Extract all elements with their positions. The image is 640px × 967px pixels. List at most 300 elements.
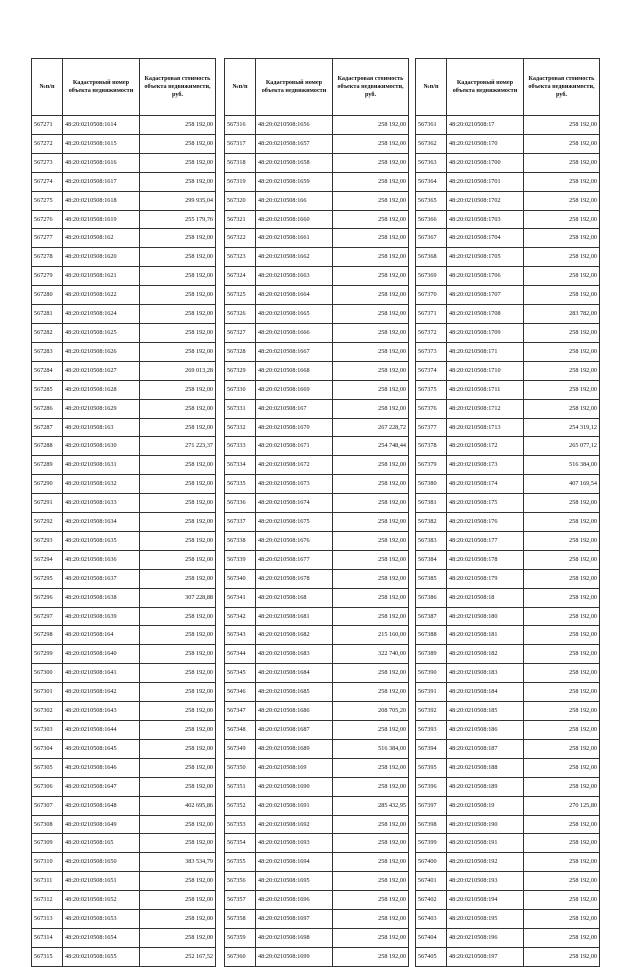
row-number-cell: 567296 <box>32 588 63 607</box>
kadastr-value-cell: 258 192,00 <box>140 664 216 683</box>
kadastr-number-cell: 48:20:0210508:1616 <box>63 153 140 172</box>
row-number-cell: 567341 <box>225 588 256 607</box>
table-row <box>225 626 409 645</box>
kadastr-number-cell: 48:20:0210508:1633 <box>63 494 140 513</box>
kadastr-number-cell: 48:20:0210508:164 <box>63 626 140 645</box>
row-number-cell: 567315 <box>32 947 63 966</box>
kadastr-value-cell: 254 748,44 <box>333 437 409 456</box>
kadastr-value-cell: 258 192,00 <box>333 815 409 834</box>
table-row <box>416 342 600 361</box>
kadastr-number-cell: 48:20:0210508:1690 <box>256 777 333 796</box>
kadastr-value-cell: 271 223,37 <box>140 437 216 456</box>
row-number-cell: 567354 <box>225 834 256 853</box>
table-row <box>416 399 600 418</box>
table-row <box>416 626 600 645</box>
cadastral-table-2 <box>224 58 409 967</box>
row-number-cell: 567377 <box>416 418 447 437</box>
kadastr-value-cell: 258 192,00 <box>333 494 409 513</box>
table-row <box>32 399 216 418</box>
table-row <box>225 758 409 777</box>
row-number-cell: 567368 <box>416 248 447 267</box>
kadastr-value-cell: 258 192,00 <box>333 853 409 872</box>
kadastr-value-cell: 258 192,00 <box>333 683 409 702</box>
kadastr-number-cell: 48:20:0210508:1634 <box>63 513 140 532</box>
kadastr-value-cell: 258 192,00 <box>333 531 409 550</box>
kadastr-value-cell: 299 935,04 <box>140 191 216 210</box>
kadastr-number-cell: 48:20:0210508:184 <box>447 683 524 702</box>
row-number-cell: 567273 <box>32 153 63 172</box>
table-body <box>32 116 216 967</box>
table-row <box>225 248 409 267</box>
kadastr-value-cell: 258 192,00 <box>333 947 409 966</box>
kadastr-number-cell: 48:20:0210508:1622 <box>63 286 140 305</box>
row-number-cell: 567360 <box>225 947 256 966</box>
table-row <box>225 891 409 910</box>
kadastr-number-cell: 48:20:0210508:1672 <box>256 456 333 475</box>
kadastr-value-cell: 307 228,88 <box>140 588 216 607</box>
row-number-cell: 567306 <box>32 777 63 796</box>
kadastr-number-cell: 48:20:0210508:178 <box>447 550 524 569</box>
table-row <box>416 891 600 910</box>
kadastr-value-cell: 258 192,00 <box>524 513 600 532</box>
table-row <box>416 928 600 947</box>
row-number-cell: 567292 <box>32 513 63 532</box>
table-row <box>32 834 216 853</box>
kadastr-value-cell: 258 192,00 <box>524 758 600 777</box>
kadastr-value-cell: 258 192,00 <box>333 758 409 777</box>
table-row <box>225 702 409 721</box>
col-header-value: Кадастровая стоимость объекта недвижимости, руб. <box>524 59 600 116</box>
table-row <box>32 626 216 645</box>
kadastr-number-cell: 48:20:0210508:18 <box>447 588 524 607</box>
kadastr-number-cell: 48:20:0210508:1694 <box>256 853 333 872</box>
row-number-cell: 567359 <box>225 928 256 947</box>
kadastr-value-cell: 283 782,00 <box>524 305 600 324</box>
kadastr-number-cell: 48:20:0210508:1674 <box>256 494 333 513</box>
kadastr-value-cell: 258 192,00 <box>524 286 600 305</box>
row-number-cell: 567304 <box>32 739 63 758</box>
row-number-cell: 567357 <box>225 891 256 910</box>
kadastr-number-cell: 48:20:0210508:1704 <box>447 229 524 248</box>
table-row <box>225 928 409 947</box>
row-number-cell: 567317 <box>225 134 256 153</box>
kadastr-number-cell: 48:20:0210508:1692 <box>256 815 333 834</box>
row-number-cell: 567384 <box>416 550 447 569</box>
row-number-cell: 567328 <box>225 342 256 361</box>
kadastr-value-cell: 208 705,20 <box>333 702 409 721</box>
kadastr-value-cell: 258 192,00 <box>140 286 216 305</box>
table-body <box>225 116 409 967</box>
kadastr-value-cell: 258 192,00 <box>524 342 600 361</box>
kadastr-number-cell: 48:20:0210508:171 <box>447 342 524 361</box>
table-row <box>225 191 409 210</box>
table-row <box>32 702 216 721</box>
table-row <box>225 361 409 380</box>
kadastr-number-cell: 48:20:0210508:1677 <box>256 550 333 569</box>
table-row <box>225 721 409 740</box>
kadastr-number-cell: 48:20:0210508:1648 <box>63 796 140 815</box>
table-row <box>32 286 216 305</box>
kadastr-value-cell: 258 192,00 <box>140 380 216 399</box>
table-row <box>32 342 216 361</box>
table-row <box>416 853 600 872</box>
kadastr-value-cell: 258 192,00 <box>140 116 216 135</box>
kadastr-number-cell: 48:20:0210508:1696 <box>256 891 333 910</box>
kadastr-value-cell: 258 192,00 <box>524 380 600 399</box>
table-header-row <box>32 59 216 116</box>
kadastr-number-cell: 48:20:0210508:187 <box>447 739 524 758</box>
kadastr-value-cell: 258 192,00 <box>140 777 216 796</box>
table-row <box>32 928 216 947</box>
row-number-cell: 567293 <box>32 531 63 550</box>
kadastr-number-cell: 48:20:0210508:1712 <box>447 399 524 418</box>
row-number-cell: 567348 <box>225 721 256 740</box>
table-row <box>225 664 409 683</box>
kadastr-number-cell: 48:20:0210508:167 <box>256 399 333 418</box>
row-number-cell: 567351 <box>225 777 256 796</box>
kadastr-value-cell: 258 192,00 <box>140 872 216 891</box>
kadastr-value-cell: 383 534,79 <box>140 853 216 872</box>
table-row <box>225 872 409 891</box>
row-number-cell: 567393 <box>416 721 447 740</box>
table-row <box>416 210 600 229</box>
row-number-cell: 567276 <box>32 210 63 229</box>
table-row <box>225 172 409 191</box>
row-number-cell: 567309 <box>32 834 63 853</box>
kadastr-value-cell: 258 192,00 <box>524 323 600 342</box>
row-number-cell: 567299 <box>32 645 63 664</box>
row-number-cell: 567324 <box>225 267 256 286</box>
row-number-cell: 567318 <box>225 153 256 172</box>
table-row <box>416 475 600 494</box>
kadastr-number-cell: 48:20:0210508:1636 <box>63 550 140 569</box>
row-number-cell: 567355 <box>225 853 256 872</box>
row-number-cell: 567344 <box>225 645 256 664</box>
kadastr-value-cell: 258 192,00 <box>524 361 600 380</box>
table-row <box>225 437 409 456</box>
kadastr-value-cell: 258 192,00 <box>333 872 409 891</box>
kadastr-value-cell: 258 192,00 <box>333 513 409 532</box>
row-number-cell: 567367 <box>416 229 447 248</box>
kadastr-number-cell: 48:20:0210508:174 <box>447 475 524 494</box>
kadastr-value-cell: 258 192,00 <box>140 569 216 588</box>
row-number-cell: 567353 <box>225 815 256 834</box>
kadastr-value-cell: 258 192,00 <box>524 834 600 853</box>
kadastr-value-cell: 258 192,00 <box>333 172 409 191</box>
table-row <box>416 116 600 135</box>
kadastr-number-cell: 48:20:0210508:183 <box>447 664 524 683</box>
kadastr-number-cell: 48:20:0210508:186 <box>447 721 524 740</box>
kadastr-value-cell: 255 179,76 <box>140 210 216 229</box>
table-row <box>225 305 409 324</box>
table-row <box>32 891 216 910</box>
kadastr-value-cell: 258 192,00 <box>524 664 600 683</box>
table-row <box>32 475 216 494</box>
table-row <box>32 910 216 929</box>
table-row <box>416 872 600 891</box>
kadastr-value-cell: 258 192,00 <box>524 267 600 286</box>
kadastr-number-cell: 48:20:0210508:1651 <box>63 872 140 891</box>
table-row <box>32 739 216 758</box>
kadastr-value-cell: 258 192,00 <box>333 399 409 418</box>
table-row <box>32 569 216 588</box>
kadastr-value-cell: 258 192,00 <box>140 834 216 853</box>
row-number-cell: 567379 <box>416 456 447 475</box>
kadastr-value-cell: 258 192,00 <box>333 191 409 210</box>
row-number-cell: 567346 <box>225 683 256 702</box>
kadastr-number-cell: 48:20:0210508:1665 <box>256 305 333 324</box>
kadastr-value-cell: 258 192,00 <box>333 134 409 153</box>
kadastr-value-cell: 258 192,00 <box>524 210 600 229</box>
table-row <box>32 153 216 172</box>
table-row <box>32 456 216 475</box>
col-header-value: Кадастровая стоимость объекта недвижимости, руб. <box>140 59 216 116</box>
kadastr-number-cell: 48:20:0210508:170 <box>447 134 524 153</box>
kadastr-number-cell: 48:20:0210508:193 <box>447 872 524 891</box>
kadastr-value-cell: 258 192,00 <box>140 891 216 910</box>
table-row <box>32 815 216 834</box>
table-row <box>32 494 216 513</box>
kadastr-value-cell: 258 192,00 <box>333 550 409 569</box>
row-number-cell: 567405 <box>416 947 447 966</box>
row-number-cell: 567394 <box>416 739 447 758</box>
row-number-cell: 567400 <box>416 853 447 872</box>
row-number-cell: 567385 <box>416 569 447 588</box>
kadastr-number-cell: 48:20:0210508:1653 <box>63 910 140 929</box>
table-row <box>225 683 409 702</box>
row-number-cell: 567321 <box>225 210 256 229</box>
row-number-cell: 567312 <box>32 891 63 910</box>
row-number-cell: 567338 <box>225 531 256 550</box>
kadastr-number-cell: 48:20:0210508:1643 <box>63 702 140 721</box>
row-number-cell: 567290 <box>32 475 63 494</box>
kadastr-number-cell: 48:20:0210508:1626 <box>63 342 140 361</box>
row-number-cell: 567392 <box>416 702 447 721</box>
kadastr-value-cell: 258 192,00 <box>333 777 409 796</box>
row-number-cell: 567326 <box>225 305 256 324</box>
kadastr-value-cell: 258 192,00 <box>524 494 600 513</box>
row-number-cell: 567383 <box>416 531 447 550</box>
row-number-cell: 567382 <box>416 513 447 532</box>
kadastr-value-cell: 258 192,00 <box>333 910 409 929</box>
kadastr-value-cell: 258 192,00 <box>524 248 600 267</box>
row-number-cell: 567334 <box>225 456 256 475</box>
kadastr-value-cell: 258 192,00 <box>140 531 216 550</box>
kadastr-number-cell: 48:20:0210508:1675 <box>256 513 333 532</box>
kadastr-value-cell: 258 192,00 <box>333 116 409 135</box>
row-number-cell: 567352 <box>225 796 256 815</box>
kadastr-number-cell: 48:20:0210508:1687 <box>256 721 333 740</box>
kadastr-value-cell: 258 192,00 <box>140 418 216 437</box>
kadastr-number-cell: 48:20:0210508:1650 <box>63 853 140 872</box>
kadastr-value-cell: 265 077,12 <box>524 437 600 456</box>
kadastr-value-cell: 258 192,00 <box>333 248 409 267</box>
row-number-cell: 567280 <box>32 286 63 305</box>
kadastr-number-cell: 48:20:0210508:1673 <box>256 475 333 494</box>
kadastr-value-cell: 258 192,00 <box>524 607 600 626</box>
kadastr-value-cell: 258 192,00 <box>524 947 600 966</box>
table-row <box>225 475 409 494</box>
row-number-cell: 567282 <box>32 323 63 342</box>
kadastr-value-cell: 258 192,00 <box>524 399 600 418</box>
table-row <box>225 739 409 758</box>
row-number-cell: 567388 <box>416 626 447 645</box>
table-row <box>416 569 600 588</box>
row-number-cell: 567339 <box>225 550 256 569</box>
kadastr-number-cell: 48:20:0210508:1659 <box>256 172 333 191</box>
table-row <box>32 607 216 626</box>
kadastr-number-cell: 48:20:0210508:188 <box>447 758 524 777</box>
row-number-cell: 567362 <box>416 134 447 153</box>
kadastr-value-cell: 258 192,00 <box>333 323 409 342</box>
kadastr-value-cell: 407 169,54 <box>524 475 600 494</box>
row-number-cell: 567378 <box>416 437 447 456</box>
kadastr-value-cell: 215 160,00 <box>333 626 409 645</box>
kadastr-number-cell: 48:20:0210508:1655 <box>63 947 140 966</box>
row-number-cell: 567286 <box>32 399 63 418</box>
row-number-cell: 567391 <box>416 683 447 702</box>
kadastr-number-cell: 48:20:0210508:1660 <box>256 210 333 229</box>
kadastr-value-cell: 258 192,00 <box>140 815 216 834</box>
kadastr-number-cell: 48:20:0210508:1642 <box>63 683 140 702</box>
kadastr-value-cell: 258 192,00 <box>333 928 409 947</box>
kadastr-value-cell: 258 192,00 <box>140 248 216 267</box>
kadastr-value-cell: 258 192,00 <box>524 928 600 947</box>
kadastr-value-cell: 258 192,00 <box>140 683 216 702</box>
row-number-cell: 567340 <box>225 569 256 588</box>
kadastr-number-cell: 48:20:0210508:1662 <box>256 248 333 267</box>
table-row <box>32 721 216 740</box>
kadastr-value-cell: 258 192,00 <box>524 229 600 248</box>
kadastr-value-cell: 258 192,00 <box>140 456 216 475</box>
table-row <box>225 910 409 929</box>
table-row <box>32 172 216 191</box>
kadastr-value-cell: 258 192,00 <box>524 683 600 702</box>
kadastr-number-cell: 48:20:0210508:163 <box>63 418 140 437</box>
kadastr-value-cell: 285 432,95 <box>333 796 409 815</box>
table-row <box>416 248 600 267</box>
row-number-cell: 567308 <box>32 815 63 834</box>
kadastr-value-cell: 402 695,86 <box>140 796 216 815</box>
kadastr-number-cell: 48:20:0210508:1693 <box>256 834 333 853</box>
kadastr-number-cell: 48:20:0210508:1615 <box>63 134 140 153</box>
kadastr-value-cell: 258 192,00 <box>524 588 600 607</box>
row-number-cell: 567291 <box>32 494 63 513</box>
kadastr-number-cell: 48:20:0210508:1682 <box>256 626 333 645</box>
table-row <box>416 267 600 286</box>
kadastr-number-cell: 48:20:0210508:182 <box>447 645 524 664</box>
kadastr-value-cell: 258 192,00 <box>524 872 600 891</box>
table-header-row <box>225 59 409 116</box>
kadastr-value-cell: 258 192,00 <box>140 758 216 777</box>
table-row <box>32 853 216 872</box>
kadastr-number-cell: 48:20:0210508:1663 <box>256 267 333 286</box>
kadastr-value-cell: 258 192,00 <box>333 891 409 910</box>
row-number-cell: 567402 <box>416 891 447 910</box>
kadastr-number-cell: 48:20:0210508:1670 <box>256 418 333 437</box>
table-row <box>416 153 600 172</box>
row-number-cell: 567325 <box>225 286 256 305</box>
kadastr-number-cell: 48:20:0210508:1624 <box>63 305 140 324</box>
kadastr-number-cell: 48:20:0210508:1645 <box>63 739 140 758</box>
kadastr-number-cell: 48:20:0210508:1707 <box>447 286 524 305</box>
row-number-cell: 567330 <box>225 380 256 399</box>
row-number-cell: 567386 <box>416 588 447 607</box>
table-row <box>416 456 600 475</box>
kadastr-number-cell: 48:20:0210508:180 <box>447 607 524 626</box>
table-row <box>32 588 216 607</box>
table-row <box>32 872 216 891</box>
kadastr-value-cell: 258 192,00 <box>524 777 600 796</box>
row-number-cell: 567358 <box>225 910 256 929</box>
kadastr-value-cell: 258 192,00 <box>140 475 216 494</box>
row-number-cell: 567396 <box>416 777 447 796</box>
kadastr-value-cell: 258 192,00 <box>333 721 409 740</box>
table-row <box>416 588 600 607</box>
table-row <box>416 323 600 342</box>
row-number-cell: 567277 <box>32 229 63 248</box>
row-number-cell: 567305 <box>32 758 63 777</box>
kadastr-value-cell: 258 192,00 <box>524 531 600 550</box>
kadastr-number-cell: 48:20:0210508:189 <box>447 777 524 796</box>
row-number-cell: 567284 <box>32 361 63 380</box>
kadastr-value-cell: 258 192,00 <box>140 739 216 758</box>
kadastr-value-cell: 269 013,28 <box>140 361 216 380</box>
kadastr-number-cell: 48:20:0210508:1669 <box>256 380 333 399</box>
row-number-cell: 567333 <box>225 437 256 456</box>
kadastr-value-cell: 258 192,00 <box>524 910 600 929</box>
row-number-cell: 567371 <box>416 305 447 324</box>
kadastr-number-cell: 48:20:0210508:1678 <box>256 569 333 588</box>
kadastr-value-cell: 258 192,00 <box>524 645 600 664</box>
table-row <box>416 910 600 929</box>
table-row <box>225 456 409 475</box>
table-row <box>32 191 216 210</box>
row-number-cell: 567295 <box>32 569 63 588</box>
kadastr-number-cell: 48:20:0210508:1695 <box>256 872 333 891</box>
kadastr-number-cell: 48:20:0210508:1637 <box>63 569 140 588</box>
kadastr-number-cell: 48:20:0210508:17 <box>447 116 524 135</box>
col-header-value: Кадастровая стоимость объекта недвижимости, руб. <box>333 59 409 116</box>
row-number-cell: 567288 <box>32 437 63 456</box>
table-row <box>32 418 216 437</box>
table-row <box>416 229 600 248</box>
kadastr-number-cell: 48:20:0210508:197 <box>447 947 524 966</box>
kadastr-value-cell: 258 192,00 <box>524 891 600 910</box>
kadastr-value-cell: 258 192,00 <box>140 607 216 626</box>
table-row <box>225 834 409 853</box>
table-row <box>32 513 216 532</box>
row-number-cell: 567278 <box>32 248 63 267</box>
kadastr-value-cell: 258 192,00 <box>140 513 216 532</box>
table-row <box>32 380 216 399</box>
kadastr-number-cell: 48:20:0210508:1614 <box>63 116 140 135</box>
kadastr-number-cell: 48:20:0210508:1621 <box>63 267 140 286</box>
table-row <box>32 248 216 267</box>
col-header-num: №п/п <box>225 59 256 116</box>
table-row <box>225 494 409 513</box>
row-number-cell: 567399 <box>416 834 447 853</box>
table-row <box>416 834 600 853</box>
row-number-cell: 567337 <box>225 513 256 532</box>
row-number-cell: 567323 <box>225 248 256 267</box>
table-row <box>32 305 216 324</box>
row-number-cell: 567320 <box>225 191 256 210</box>
table-row <box>32 437 216 456</box>
kadastr-number-cell: 48:20:0210508:190 <box>447 815 524 834</box>
kadastr-value-cell: 258 192,00 <box>524 626 600 645</box>
table-row <box>225 607 409 626</box>
